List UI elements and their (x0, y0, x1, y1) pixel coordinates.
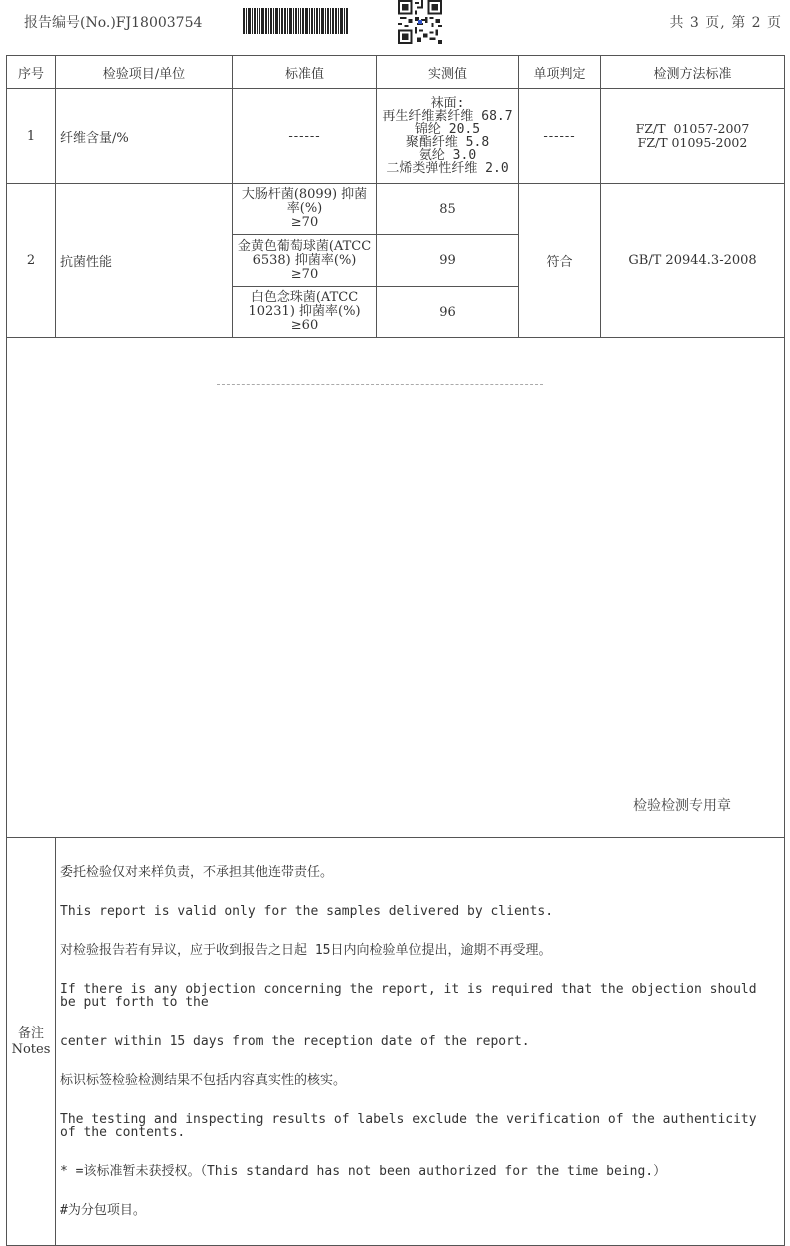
note-line: 对检验报告若有异议，应于收到报告之日起 15日内向检验单位提出，逾期不再受理。 (60, 943, 552, 958)
measured-line: 锦纶 20.5 (414, 122, 481, 137)
sub-standard (233, 235, 377, 287)
row-measured (377, 89, 519, 184)
report-number: 报告编号(No.)FJ18003754 (24, 15, 203, 31)
row-method (601, 89, 785, 184)
notes-label (7, 838, 56, 1246)
row-judgement: ------ (519, 89, 601, 184)
barcode-icon (243, 8, 357, 34)
notes-label-en: Notes (11, 1041, 51, 1057)
table-header-row (7, 56, 785, 89)
blank-area (7, 338, 784, 837)
row-method: GB/T 20944.3-2008 (601, 184, 785, 338)
table-row (7, 89, 785, 184)
standard-line: 率(%) (286, 201, 323, 216)
page-indicator: 共 3 页, 第 2 页 (669, 15, 782, 31)
method-line: FZ/T 01095-2002 (637, 135, 748, 150)
measured-line: 再生纤维素纤维 68.7 (382, 109, 513, 124)
standard-line: 白色念珠菌(ATCC (250, 290, 359, 305)
standard-line: 6538) 抑菌率(%) (252, 252, 357, 268)
standard-line: 10231) 抑菌率(%) (248, 304, 361, 319)
measured-line: 氨纶 3.0 (418, 148, 477, 163)
notes-body (56, 838, 785, 1246)
col-header-no: 序号 (7, 56, 56, 89)
standard-line: 金黄色葡萄球菌(ATCC (237, 238, 372, 254)
qr-code-icon (398, 0, 442, 44)
col-header-measured: 实测值 (377, 56, 519, 89)
note-line: 标识标签检验检测结果不包括内容真实性的核实。 (60, 1073, 347, 1088)
standard-line: ≥70 (290, 266, 319, 282)
row-judgement: 符合 (519, 184, 601, 338)
sub-standard (233, 287, 377, 338)
blank-section (7, 338, 785, 838)
note-line: #为分包项目。 (60, 1203, 146, 1218)
sub-measured: 85 (377, 184, 519, 235)
col-header-judgement: 单项判定 (519, 56, 601, 89)
sub-standard (233, 184, 377, 235)
note-line: * =该标准暂未获授权。（This standard has not been authorized for the time being.） (60, 1164, 667, 1179)
standard-line: ≥60 (290, 318, 319, 333)
col-header-standard: 标准值 (233, 56, 377, 89)
col-header-method: 检测方法标准 (601, 56, 785, 89)
end-of-data-line (217, 384, 543, 385)
inspection-table (6, 55, 785, 1246)
measured-line: 二烯类弹性纤维 2.0 (386, 161, 509, 176)
measured-line: 袜面: (430, 96, 465, 111)
row-item: 纤维含量/% (56, 89, 233, 184)
note-line: The testing and inspecting results of labels exclude the verification of the authenticity of the contents. (60, 1112, 765, 1140)
standard-line: 大肠杆菌(8099) 抑菌 (241, 187, 368, 202)
note-line: If there is any objection concerning the report, it is required that the objection should be put forth to the (60, 982, 765, 1010)
row-no: 1 (7, 89, 56, 184)
row-standard: ------ (233, 89, 377, 184)
sub-measured: 96 (377, 287, 519, 338)
measured-line: 聚酯纤维 5.8 (405, 135, 490, 150)
standard-line: ≥70 (290, 215, 319, 230)
note-line: 委托检验仅对来样负责，不承担其他连带责任。 (60, 865, 334, 880)
row-item: 抗菌性能 (56, 184, 233, 338)
note-line: This report is valid only for the samples delivered by clients. (60, 904, 554, 919)
method-line: FZ/T 01057-2007 (635, 121, 750, 136)
notes-row (7, 838, 785, 1246)
note-line: center within 15 days from the reception date of the report. (60, 1034, 530, 1049)
inspection-stamp-label: 检验检测专用章 (633, 798, 731, 814)
notes-label-cn: 备注 (17, 1025, 44, 1041)
row-no: 2 (7, 184, 56, 338)
col-header-item: 检验项目/单位 (56, 56, 233, 89)
table-row (7, 184, 785, 235)
sub-measured: 99 (377, 235, 519, 287)
